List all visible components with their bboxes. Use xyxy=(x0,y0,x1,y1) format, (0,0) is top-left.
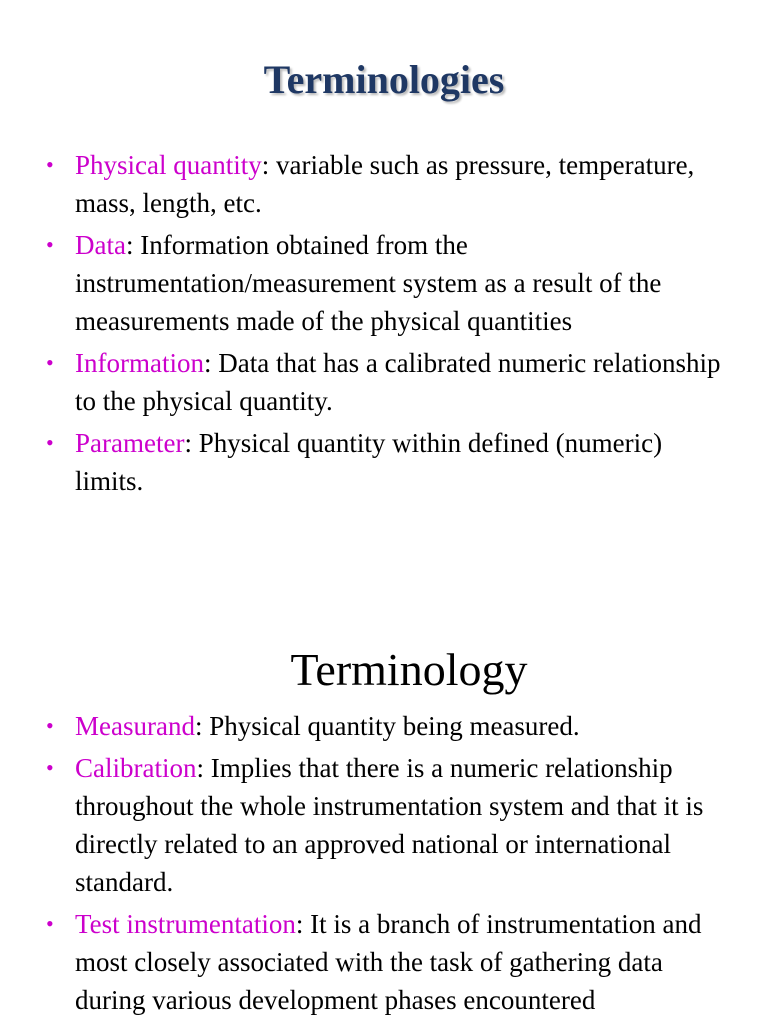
term-label: Test instrumentation xyxy=(75,909,296,939)
term-label: Information xyxy=(75,348,204,378)
term-label: Calibration xyxy=(75,753,197,783)
bullet-icon: • xyxy=(46,713,54,738)
bullet-icon: • xyxy=(46,755,54,780)
bullet-list xyxy=(46,707,736,1023)
bullet-item-calibration xyxy=(46,749,736,901)
term-label: Physical quantity xyxy=(75,150,262,180)
term-label: Parameter xyxy=(75,428,185,458)
bullet-item-measurand xyxy=(46,707,736,745)
bullet-item-test-instrumentation xyxy=(46,905,736,1019)
bullet-item-physical-quantity xyxy=(46,146,736,222)
bullet-item-parameter xyxy=(46,424,736,500)
term-definition: : Data that has a calibrated numeric relationship to the physical quantity. xyxy=(75,348,721,416)
term-definition: : Implies that there is a numeric relationship throughout the whole instrumentation system and that it is directly related to an approved national or international standard. xyxy=(75,753,704,897)
term-definition: : It is a branch of instrumentation and most closely associated with the task of gathering data during various development phases encountered xyxy=(75,909,702,1015)
bullet-list xyxy=(46,146,736,504)
term-label: Data xyxy=(75,230,126,260)
bullet-icon: • xyxy=(46,232,54,257)
term-definition: : variable such as pressure, temperature, mass, length, etc. xyxy=(75,150,695,218)
term-label: Measurand xyxy=(75,711,195,741)
bullet-icon: • xyxy=(46,430,54,455)
slide-title: Terminologies xyxy=(263,57,505,102)
bullet-item-information xyxy=(46,344,736,420)
slide-title: Terminology xyxy=(290,644,528,695)
term-definition: : Physical quantity within defined (numeric) limits. xyxy=(75,428,663,496)
bullet-item-data xyxy=(46,226,736,340)
term-definition: : Information obtained from the instrumentation/measurement system as a result of the measurements made of the physical quantities xyxy=(75,230,662,336)
bullet-icon: • xyxy=(46,911,54,936)
bullet-icon: • xyxy=(46,152,54,177)
bullet-icon: • xyxy=(46,350,54,375)
term-definition: : Physical quantity being measured. xyxy=(194,711,580,741)
slide-terminology xyxy=(0,560,768,1024)
